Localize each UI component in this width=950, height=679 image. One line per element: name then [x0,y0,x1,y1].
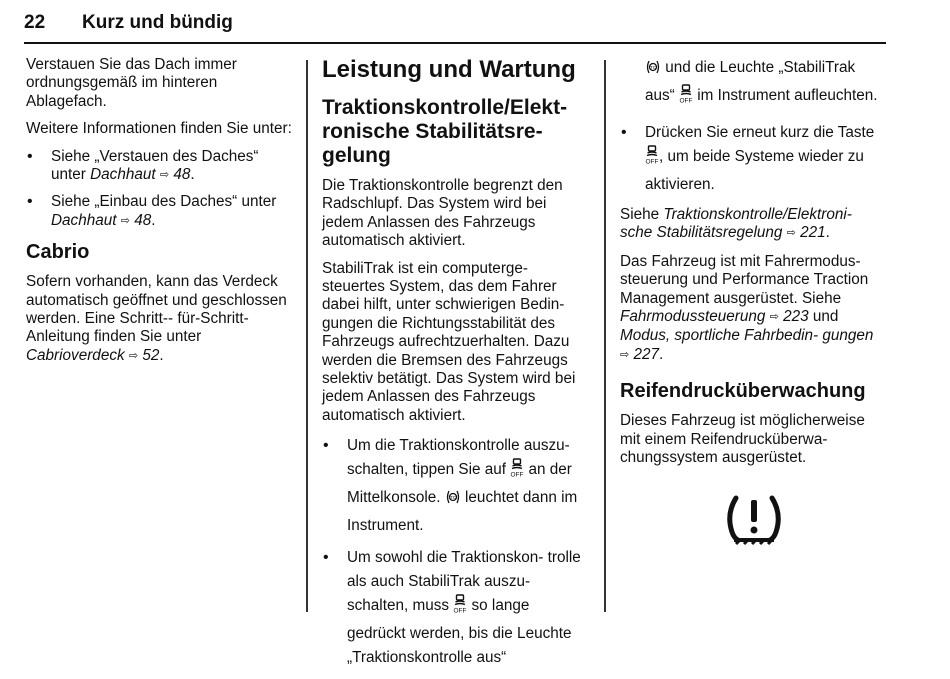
column-1 [26,56,296,375]
arrow-icon: ⇨ [786,227,796,240]
paragraph: Das Fahrzeug ist mit Fahrermodus- steuerung und Performance Traction Management ausgerüstet. Siehe Fahrmodussteuerung ⇨ 223 und Modus, sportliche Fahrbedin- gungen ⇨ 227. [620,252,874,363]
tpms-icon [724,492,784,555]
list-item: • Siehe „Einbau des Daches“ unter Dachhaut ⇨ 48. [26,193,296,231]
paragraph: Dieses Fahrzeug ist möglicherweise mit einem Reifendrucküberwa- chungssystem ausgerüstet. [620,412,865,467]
column-2 [322,56,590,679]
paragraph: Verstauen Sie das Dach immer ordnungsgemäß im hinteren Ablagefach. [26,56,237,110]
section-heading: Traktionskontrolle/Elekt- ronische Stabilitätsre- gelung [322,96,568,167]
heading-tire-pressure: Reifendrucküberwachung [620,380,866,403]
cross-reference-link[interactable]: Dachhaut [90,166,156,184]
page-number: 22 [24,12,46,33]
arrow-icon: ⇨ [769,311,779,324]
list-item: • Drücken Sie erneut kurz die Taste OFF , um beide Systeme wieder zu aktivieren. [620,121,886,197]
stabilitrak-off-icon [679,84,693,112]
paragraph: Weitere Informationen finden Sie unter: [26,120,292,138]
heading-cabrio: Cabrio [26,241,90,264]
column-divider [306,60,308,612]
bullet-list [322,434,590,670]
list-item: • Siehe „Verstauen des Daches“ unter Dachhaut ⇨ 48. [26,148,296,186]
list-item: • Um sowohl die Traktionskon- trolle als auch StabiliTrak auszu- schalten, muss OFF so lange gedrückt werden, bis die Leuchte „Traktionskontrolle aus“ [322,546,590,670]
paragraph-continuation: TC und die Leuchte „StabiliTrak aus“ OFF im Instrument aufleuchten. [620,56,886,112]
paragraph: Siehe Traktionskontrolle/Elektroni- sche Stabilitätsregelung ⇨ 221. [620,206,852,242]
paragraph: Die Traktionskontrolle begrenzt den Radschlupf. Das System wird bei jedem Anlassen des Fahrzeugs automatisch aktiviert. [322,177,563,250]
page-ref[interactable]: 223 [783,308,809,326]
page-ref[interactable]: 221 [800,224,826,242]
cross-reference-link[interactable]: Fahrmodussteuerung [620,308,766,326]
cross-reference-link[interactable]: Modus, sportliche Fahrbedin- gungen [620,327,874,345]
list-item: • Um die Traktionskontrolle auszu- schalten, tippen Sie auf OFF an der Mittelkonsole. TC leuchtet dann im Instrument. [322,434,590,538]
chapter-title: Leistung und Wartung [322,56,576,83]
page-header [24,10,886,44]
traction-lamp-icon [445,488,461,514]
svg-text:OFF: OFF [679,97,693,104]
traction-off-icon [510,458,524,486]
page-ref[interactable]: 52 [142,346,160,364]
traction-lamp-icon [645,58,661,84]
svg-text:TC: TC [449,495,456,501]
svg-text:OFF: OFF [453,607,467,615]
bullet-list [26,148,296,232]
arrow-icon: ⇨ [159,169,170,182]
svg-text:OFF: OFF [510,471,524,479]
arrow-icon: ⇨ [128,349,139,362]
cross-reference-link[interactable]: Cabrioverdeck [26,346,125,364]
section-title: Kurz und bündig [82,12,233,33]
svg-text:TC: TC [650,65,656,70]
page-ref[interactable]: 48 [134,211,152,229]
traction-off-icon [645,145,659,173]
cross-reference-link[interactable]: Dachhaut [51,211,117,229]
arrow-icon: ⇨ [120,214,130,227]
page-ref[interactable]: 227 [633,345,659,363]
column-3 [620,56,886,476]
svg-text:OFF: OFF [645,158,659,165]
paragraph: Sofern vorhanden, kann das Verdeck automatisch geöffnet und geschlossen werden. Eine Schritt-- für-Schritt-Anleitung finden Sie unter Cabrioverdeck ⇨ 52. [26,273,287,364]
page-ref[interactable]: 48 [173,166,191,184]
arrow-icon: ⇨ [620,348,630,361]
bullet-list [620,121,886,197]
paragraph: StabiliTrak ist ein computerge- steuertes System, das dem Fahrer dabei hilft, unter schwierigen Bedin- gungen die Richtungsstabilität des Fahrzeugs aufrechtzuerhalten. Dazu werden die Bremsen des Fahrzeugs selektiv betätigt. Das System wird bei jedem Anlassen des Fahrzeugs automatisch aktiviert. [322,259,576,424]
cross-reference-link[interactable]: Traktionskontrolle/Elektroni- sche Stabilitätsregelung [620,206,852,242]
column-divider [604,60,606,612]
traction-off-icon [453,594,467,622]
